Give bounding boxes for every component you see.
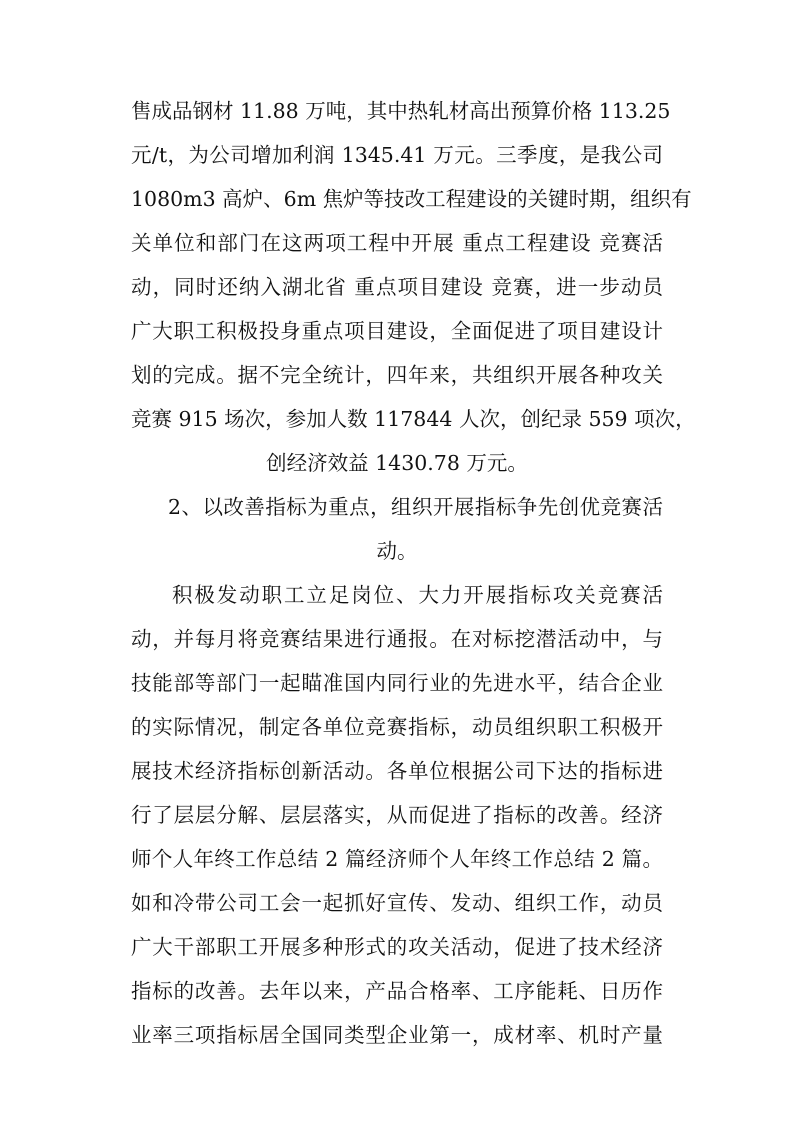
text-line: 动，并每月将竞赛结果进行通报。在对标挖潜活动中，与 xyxy=(131,627,663,651)
text-line: 广大职工积极投身重点项目建设，全面促进了项目建设计 xyxy=(131,319,663,343)
text-line: 技能部等部门一起瞄准国内同行业的先进水平，结合企业 xyxy=(131,671,663,695)
text-line: 展技术经济指标创新活动。各单位根据公司下达的指标进 xyxy=(131,759,663,783)
text-line: 关单位和部门在这两项工程中开展 重点工程建设 竞赛活 xyxy=(131,231,663,255)
text-line: 如和冷带公司工会一起抓好宣传、发动、组织工作，动员 xyxy=(131,891,663,915)
text-line: 师个人年终工作总结 2 篇经济师个人年终工作总结 2 篇。 xyxy=(131,847,663,871)
text-line: 行了层层分解、层层落实，从而促进了指标的改善。经济 xyxy=(131,803,663,827)
text-line: 的实际情况，制定各单位竞赛指标，动员组织职工积极开 xyxy=(131,715,663,739)
section-heading: 2、以改善指标为重点，组织开展指标争先创优竞赛活 xyxy=(168,495,663,519)
text-line: 元/t，为公司增加利润 1345.41 万元。三季度，是我公司 xyxy=(131,143,663,167)
text-line: 1080m3 高炉、6m 焦炉等技改工程建设的关键时期，组织有 xyxy=(131,187,692,211)
text-line: 动，同时还纳入湖北省 重点项目建设 竞赛，进一步动员 xyxy=(131,275,663,299)
text-line: 广大干部职工开展多种形式的攻关活动，促进了技术经济 xyxy=(131,935,663,959)
text-line: 售成品钢材 11.88 万吨，其中热轧材高出预算价格 113.25 xyxy=(131,99,671,123)
text-line: 划的完成。据不完全统计，四年来，共组织开展各种攻关 xyxy=(131,363,663,387)
section-heading-continuation: 动。 xyxy=(376,539,418,563)
text-line: 指标的改善。去年以来，产品合格率、工序能耗、日历作 xyxy=(131,979,663,1003)
text-line: 业率三项指标居全国同类型企业第一，成材率、机时产量 xyxy=(131,1023,663,1047)
text-line: 创经济效益 1430.78 万元。 xyxy=(266,451,528,475)
text-line: 积极发动职工立足岗位、大力开展指标攻关竞赛活 xyxy=(172,583,663,607)
text-line: 竞赛 915 场次，参加人数 117844 人次，创纪录 559 项次， xyxy=(131,407,696,431)
